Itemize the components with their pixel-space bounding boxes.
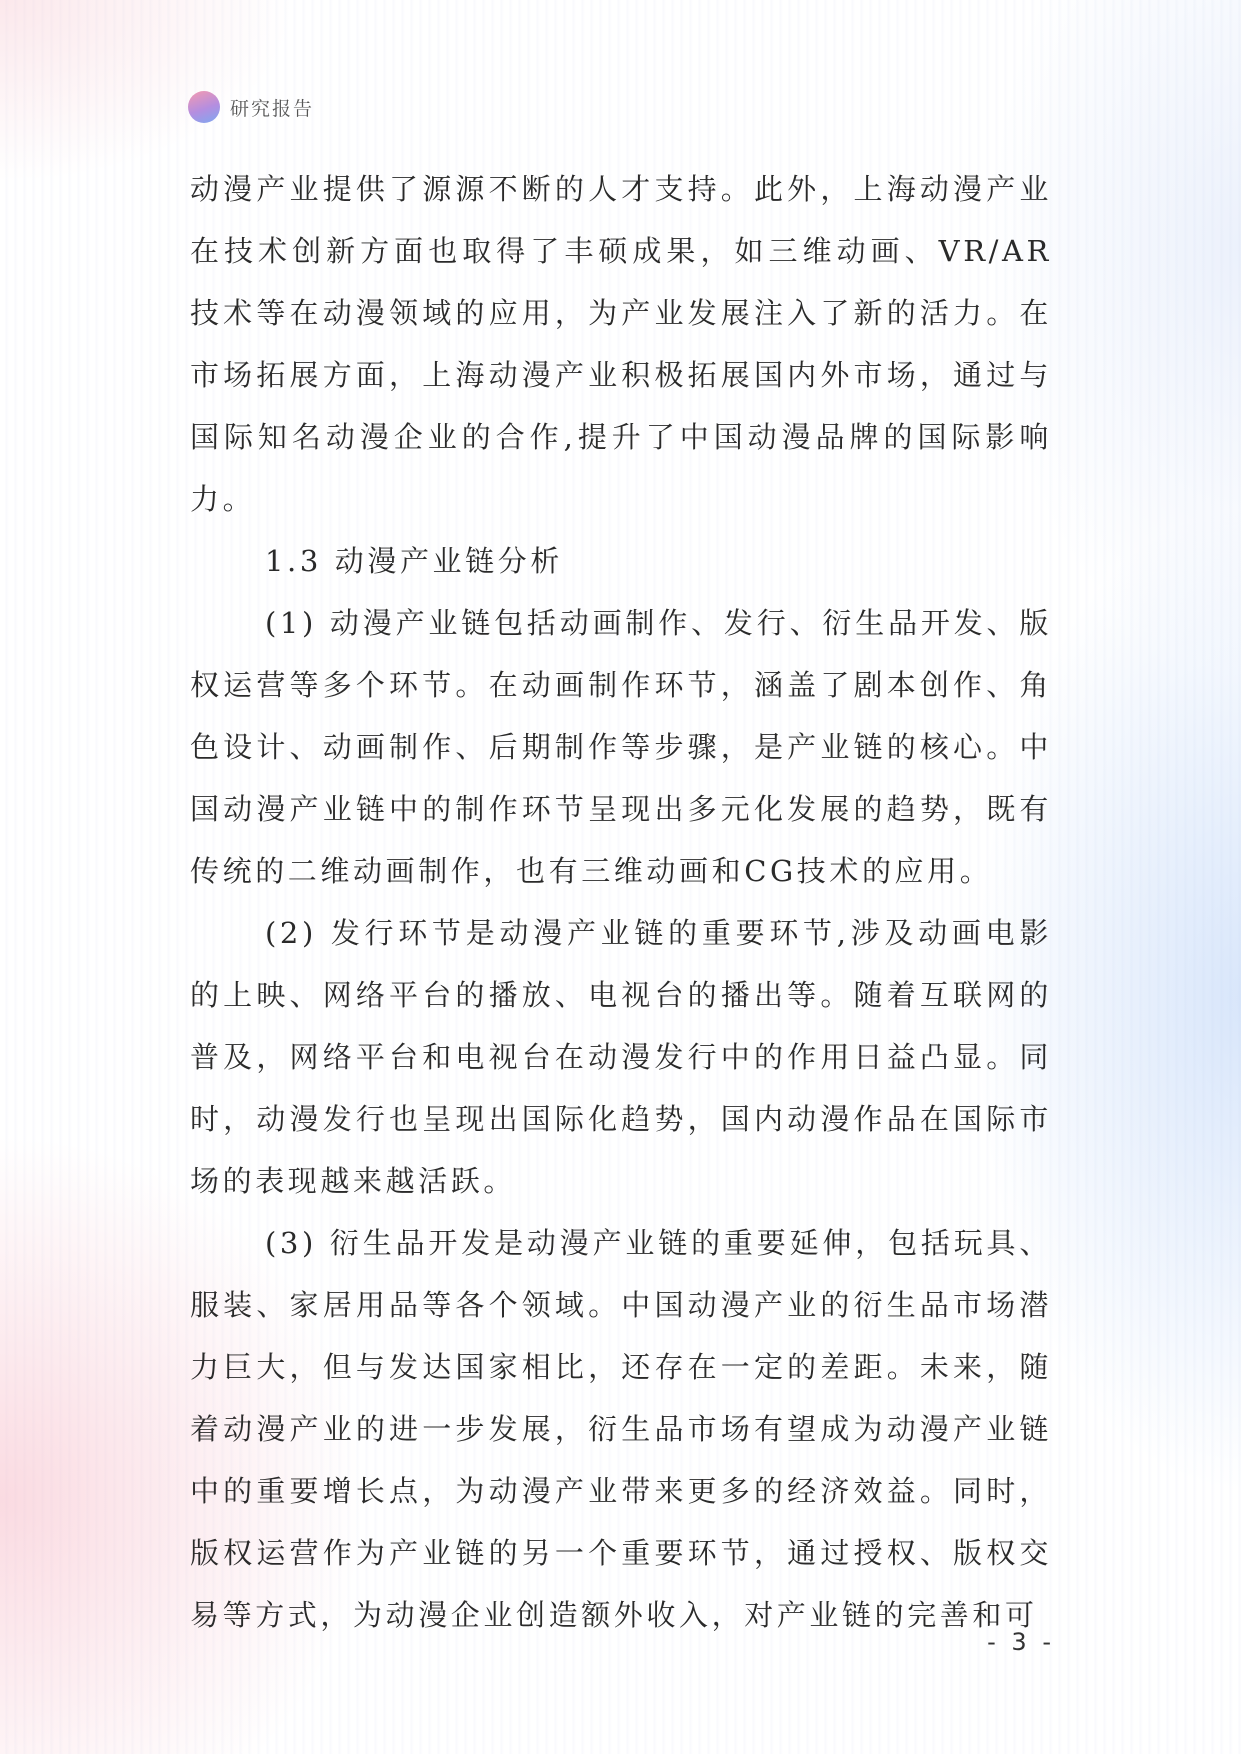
paragraph: (1) 动漫产业链包括动画制作、发行、衍生品开发、版权运营等多个环节。在动画制作环节，涵盖了剧本创作、角色设计、动画制作、后期制作等步骤，是产业链的核心。中国动漫产业链中的制作环节呈现出多元化发展的趋势，既有传统的二维动画制作，也有三维动画和CG技术的应用。 <box>190 606 1052 888</box>
logo-circle-icon <box>188 91 220 123</box>
header-label: 研究报告 <box>230 97 315 120</box>
paragraph: 动漫产业提供了源源不断的人才支持。此外，上海动漫产业在技术创新方面也取得了丰硕成果，如三维动画、VR/AR技术等在动漫领域的应用，为产业发展注入了新的活力。在市场拓展方面，上海动漫产业积极拓展国内外市场，通过与国际知名动漫企业的合作,提升了中国动漫品牌的国际影响力。 <box>190 172 1052 516</box>
report-header <box>188 90 314 124</box>
paragraph: (2) 发行环节是动漫产业链的重要环节,涉及动画电影的上映、网络平台的播放、电视台的播出等。随着互联网的普及，网络平台和电视台在动漫发行中的作用日益凸显。同时，动漫发行也呈现出国际化趋势，国内动漫作品在国际市场的表现越来越活跃。 <box>190 916 1052 1198</box>
body-text <box>190 158 1052 1646</box>
section-heading: 1.3 动漫产业链分析 <box>265 544 563 578</box>
paragraph: (3) 衍生品开发是动漫产业链的重要延伸，包括玩具、服装、家居用品等各个领域。中国动漫产业的衍生品市场潜力巨大，但与发达国家相比，还存在一定的差距。未来，随着动漫产业的进一步发展，衍生品市场有望成为动漫产业链中的重要增长点，为动漫产业带来更多的经济效益。同时，版权运营作为产业链的另一个重要环节，通过授权、版权交易等方式，为动漫企业创造额外收入，对产业链的完善和可 <box>190 1226 1052 1632</box>
page-number: - 3 - <box>987 1628 1055 1656</box>
